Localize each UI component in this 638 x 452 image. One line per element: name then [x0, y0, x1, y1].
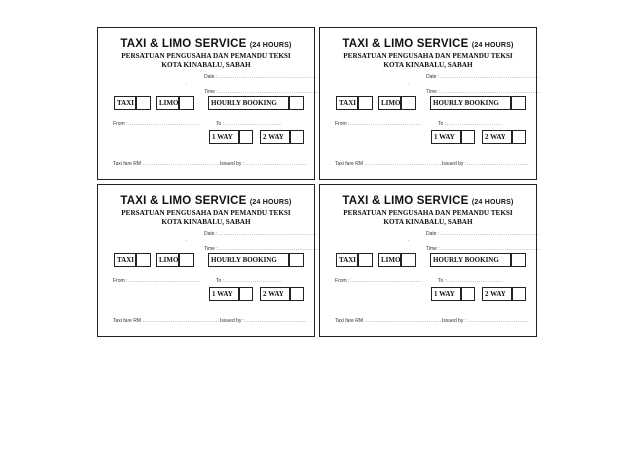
hourly-booking-checkbox[interactable]	[289, 96, 304, 110]
one-way-option: 1 WAY	[209, 130, 239, 144]
two-way-checkbox[interactable]	[512, 130, 526, 144]
two-way-option: 2 WAY	[482, 287, 512, 301]
hourly-booking-option: HOURLY BOOKING	[208, 96, 289, 110]
time-field[interactable]: Time :.....................................................	[204, 89, 319, 95]
two-way-option: 2 WAY	[260, 130, 290, 144]
one-way-checkbox[interactable]	[239, 287, 253, 301]
limo-checkbox[interactable]	[179, 253, 194, 267]
limo-checkbox[interactable]	[401, 96, 416, 110]
association-name: PERSATUAN PENGUSAHA DAN PEMANDU TEKSI	[121, 209, 291, 217]
one-way-checkbox[interactable]	[461, 130, 475, 144]
taxi-checkbox[interactable]	[358, 96, 373, 110]
from-field[interactable]: From :......................................	[113, 121, 200, 127]
one-way-checkbox[interactable]	[461, 287, 475, 301]
city-name: KOTA KINABALU, SABAH	[383, 218, 473, 226]
limo-option: LIMO	[378, 253, 401, 267]
voucher-title: TAXI & LIMO SERVICE (24 HOURS)	[342, 195, 514, 207]
taxi-option: TAXI	[114, 253, 136, 267]
voucher-sheet	[97, 27, 541, 340]
from-field[interactable]: From :......................................	[113, 278, 200, 284]
two-way-option: 2 WAY	[482, 130, 512, 144]
one-way-checkbox[interactable]	[239, 130, 253, 144]
voucher-title: TAXI & LIMO SERVICE (24 HOURS)	[342, 38, 514, 50]
taxi-fare-field[interactable]: Taxi fare RM ..........................................	[335, 318, 444, 324]
taxi-voucher	[319, 184, 541, 337]
city-name: KOTA KINABALU, SABAH	[161, 61, 251, 69]
taxi-option: TAXI	[114, 96, 136, 110]
city-name: KOTA KINABALU, SABAH	[383, 61, 473, 69]
hourly-booking-checkbox[interactable]	[289, 253, 304, 267]
taxi-fare-field[interactable]: Taxi fare RM ..........................................	[335, 161, 444, 167]
separator-dot: .	[186, 80, 188, 86]
taxi-checkbox[interactable]	[136, 96, 151, 110]
one-way-option: 1 WAY	[431, 287, 461, 301]
time-field[interactable]: Time :.....................................................	[204, 246, 319, 252]
date-field[interactable]: Date :.....................................................	[426, 231, 540, 237]
date-field[interactable]: Date :.....................................................	[426, 74, 540, 80]
time-field[interactable]: Time :.....................................................	[426, 246, 541, 252]
taxi-voucher	[97, 27, 319, 180]
issued-by-field[interactable]: Issued by :.................................	[442, 161, 530, 167]
taxi-fare-field[interactable]: Taxi fare RM ..........................................	[113, 318, 222, 324]
to-field[interactable]: To :..............................	[438, 278, 504, 284]
separator-dot: .	[186, 237, 188, 243]
limo-option: LIMO	[156, 96, 179, 110]
to-field[interactable]: To :..............................	[216, 121, 282, 127]
voucher-title: TAXI & LIMO SERVICE (24 HOURS)	[120, 38, 292, 50]
taxi-fare-field[interactable]: Taxi fare RM ..........................................	[113, 161, 222, 167]
taxi-checkbox[interactable]	[358, 253, 373, 267]
taxi-option: TAXI	[336, 253, 358, 267]
issued-by-field[interactable]: Issued by :.................................	[442, 318, 530, 324]
separator-dot: .	[408, 80, 410, 86]
association-name: PERSATUAN PENGUSAHA DAN PEMANDU TEKSI	[343, 209, 513, 217]
hourly-booking-option: HOURLY BOOKING	[430, 96, 511, 110]
hourly-booking-checkbox[interactable]	[511, 96, 526, 110]
one-way-option: 1 WAY	[431, 130, 461, 144]
two-way-option: 2 WAY	[260, 287, 290, 301]
to-field[interactable]: To :..............................	[216, 278, 282, 284]
voucher-title: TAXI & LIMO SERVICE (24 HOURS)	[120, 195, 292, 207]
limo-option: LIMO	[378, 96, 401, 110]
separator-dot: .	[408, 237, 410, 243]
limo-checkbox[interactable]	[401, 253, 416, 267]
two-way-checkbox[interactable]	[290, 130, 304, 144]
two-way-checkbox[interactable]	[512, 287, 526, 301]
limo-checkbox[interactable]	[179, 96, 194, 110]
issued-by-field[interactable]: Issued by :.................................	[220, 318, 308, 324]
issued-by-field[interactable]: Issued by :.................................	[220, 161, 308, 167]
city-name: KOTA KINABALU, SABAH	[161, 218, 251, 226]
hourly-booking-option: HOURLY BOOKING	[430, 253, 511, 267]
taxi-voucher	[319, 27, 541, 180]
from-field[interactable]: From :......................................	[335, 278, 422, 284]
from-field[interactable]: From :......................................	[335, 121, 422, 127]
taxi-checkbox[interactable]	[136, 253, 151, 267]
to-field[interactable]: To :..............................	[438, 121, 504, 127]
date-field[interactable]: Date :.....................................................	[204, 231, 318, 237]
time-field[interactable]: Time :.....................................................	[426, 89, 541, 95]
limo-option: LIMO	[156, 253, 179, 267]
date-field[interactable]: Date :.....................................................	[204, 74, 318, 80]
taxi-voucher	[97, 184, 319, 337]
association-name: PERSATUAN PENGUSAHA DAN PEMANDU TEKSI	[343, 52, 513, 60]
two-way-checkbox[interactable]	[290, 287, 304, 301]
hourly-booking-checkbox[interactable]	[511, 253, 526, 267]
one-way-option: 1 WAY	[209, 287, 239, 301]
association-name: PERSATUAN PENGUSAHA DAN PEMANDU TEKSI	[121, 52, 291, 60]
taxi-option: TAXI	[336, 96, 358, 110]
hourly-booking-option: HOURLY BOOKING	[208, 253, 289, 267]
